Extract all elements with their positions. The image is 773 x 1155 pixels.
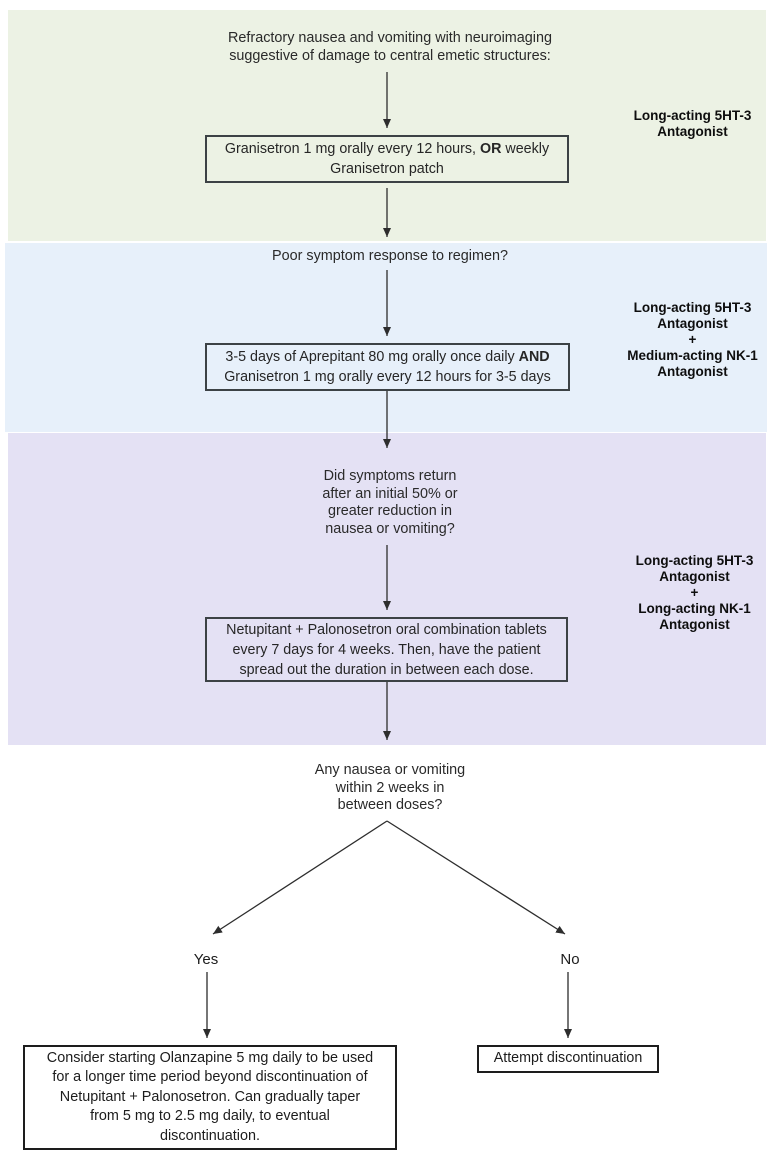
treatment-box-3: Netupitant + Palonosetron oral combination tablets every 7 days for 4 weeks. Then, have the patient spread out the duration in between each dose. (205, 617, 568, 682)
side-label-1: Long-acting 5HT-3 Antagonist (633, 108, 752, 139)
outcome-box-no: Attempt discontinuation (477, 1045, 659, 1073)
question-2: Poor symptom response to regimen? (272, 248, 508, 264)
branch-label-no: No (560, 951, 580, 968)
arrow-decision-to-no (387, 821, 565, 934)
question-1: Refractory nausea and vomiting with neuroimaging suggestive of damage to central emetic structures: (228, 30, 552, 64)
treatment-box-2: 3-5 days of Aprepitant 80 mg orally once daily AND Granisetron 1 mg orally every 12 hours for 3-5 days (205, 343, 570, 391)
side-label-2: Long-acting 5HT-3 Antagonist + Medium-acting NK-1 Antagonist (627, 300, 758, 379)
question-3: Did symptoms return after an initial 50% or greater reduction in nausea or vomiting? (322, 468, 458, 537)
branch-label-yes: Yes (193, 951, 219, 968)
outcome-box-yes: Consider starting Olanzapine 5 mg daily to be used for a longer time period beyond discontinuation of Netupitant + Palonosetron. Can gradually taper from 5 mg to 2.5 mg daily, to eventual discontinuation. (23, 1045, 397, 1150)
arrow-decision-to-yes (213, 821, 387, 934)
treatment-box-1: Granisetron 1 mg orally every 12 hours, OR weekly Granisetron patch (205, 135, 569, 183)
side-label-3: Long-acting 5HT-3 Antagonist + Long-acting NK-1 Antagonist (635, 553, 754, 632)
decision-question: Any nausea or vomiting within 2 weeks in between doses? (314, 762, 466, 813)
